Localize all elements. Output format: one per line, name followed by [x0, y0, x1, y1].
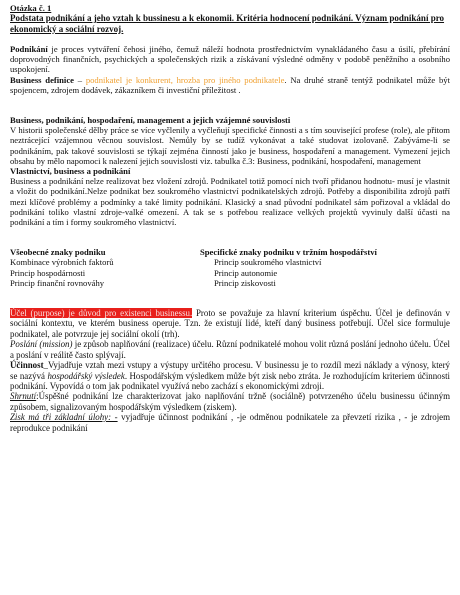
- zisk-term: Zisk má tři základní úlohy: -: [10, 412, 118, 423]
- section-business-text: V historii společenské dělby práce se více vyčlenily a vyčleňují specifické činnosti a s tím související profese (role), ale přitom neztrácející vzájemnou věcnou souvislost. Nemůly by se tudíž vykonávat a také studovat izolovaně. Zabýváme-li se podnikáním, pak takové souvislosti se týkají zejména činností jako je business, hospodaření a management. Vymezení jejich obsahu by mělo napomoci k nalezení jejich souvislosti viz. tabulka č.3: Business, podnikání, hospodaření, management: [10, 125, 450, 166]
- ucinnost-text-2: . Hospodářským výsledkem může být zisk nebo ztráta. Je rozhodujícím kriteriem účinnosti podnikání. Vypovídá o tom jak podnikatel využívá nebo zachází s ekonomickými zdroji.: [10, 370, 450, 391]
- shrnuti-term: Shrnutí: [10, 391, 37, 402]
- znaky-left-item: Princip finanční rovnováhy: [10, 277, 105, 288]
- zisk-text: vyjadřuje účinnost podnikání , -je odměnou podnikatele za převzetí rizika , - je zdrojem reprodukce podnikání: [10, 412, 450, 433]
- document-page: [10, 0, 450, 433]
- ucinnost-text-1: _Vyjadřuje vztah mezi vstupy a výstupy určitého procesu. V businessu je to rozdíl mezi náklady a výnosy, který se nazývá: [10, 360, 450, 381]
- ucinnost-paragraph: [10, 360, 450, 391]
- znaky-right-item: Princip autonomie: [214, 267, 278, 278]
- ucel-text: Proto se považuje za hlavní kriterium úspěchu. Účel je definován v sociální kontextu, ve kterém business operuje. Tzn. že existují lidé, kteří daný business potřebují. Účel sice formuluje podnikatel, ale potvrzuje jej sociální okolí (trh).: [10, 308, 450, 339]
- business-definition-text: . Na druhé straně tentýž podnikatel může být spojencem, zdrojem dodávek, zákazníkem či investiční příležitost .: [10, 74, 450, 95]
- section-business-heading: Business, podnikání, hospodaření, management a jejich vzájemné souvislosti: [10, 115, 291, 126]
- kriteria-section: [10, 308, 450, 433]
- znaky-right-item: Princip soukromého vlastnictví: [214, 257, 322, 268]
- ucel-highlight: Účel (purpose) je důvod pro existenci businessu.: [10, 308, 193, 319]
- poslani-text: je způsob naplňování (realizace) účelu. Různí podnikatelé mohou volit různá poslání jednoho účelu. Účel a poslání v reálitě často splývají.: [10, 339, 451, 360]
- zisk-paragraph: [10, 412, 450, 433]
- ucinnost-term: Účinnost: [10, 360, 44, 371]
- poslani-paragraph: [10, 339, 450, 360]
- podnikani-paragraph: [10, 44, 450, 75]
- poslani-term: Poslání (mission): [10, 339, 73, 350]
- question-number: Otázka č. 1: [10, 3, 52, 13]
- section-vlastnictvi-text: Business a podnikání nelze realizovat bez vložení zdrojů. Podnikatel totiž pomocí nich tvoří přidanou hodnotu- musí je vlastnit a vložit do podnikání.Nelze podnikat bez soukromého vlastnictví podnikatelských zdrojů. Potřeby a disponibilita zdrojů patří mezi klíčové problémy a podmínky a také limity podnikání. Klasický a snad původní podnikatel sám pořizoval a vkládal do podnikání toliko vlastní zdroje-valké omezení. A tak se s potřebou realizace velkých projektů vyvinuly další účasti na podnikání a tím i formy soukromého vlastnictví.: [10, 176, 450, 228]
- znaky-left-column: [10, 247, 200, 288]
- section-vlastnictvi-heading: Vlastnictví, business a podnikání: [10, 166, 131, 177]
- business-definition-highlight: podnikatel je konkurent, hrozba pro jiného podnikatele: [85, 74, 285, 85]
- ucel-paragraph: [10, 308, 450, 339]
- znaky-right-column: [200, 247, 450, 288]
- znaky-left-item: Kombinace výrobních faktorů: [10, 257, 114, 268]
- business-definition-term: Business definice: [10, 74, 74, 85]
- znaky-right-heading: Specifické znaky podniku v tržním hospodářství: [200, 247, 377, 258]
- znaky-right-item: Princip ziskovosti: [214, 277, 276, 288]
- znaky-left-heading: Všeobecné znaky podniku: [10, 247, 106, 258]
- ucinnost-italic: hospodářský výsledek: [47, 370, 125, 381]
- question-title: Podstata podnikání a jeho vztah k bussinesu a k ekonomii. Kritéria hodnocení podnikání. Význam podnikání pro ekonomický a sociální rozvoj.: [10, 13, 445, 34]
- business-definition-paragraph: [10, 75, 450, 95]
- business-definition-dash: –: [73, 74, 86, 85]
- znaky-table: [10, 247, 450, 288]
- shrnuti-paragraph: [10, 391, 450, 412]
- znaky-left-item: Princip hospodárnosti: [10, 267, 86, 278]
- podnikani-text: je proces vytváření čehosi jiného, čemuž náleží hodnota prostřednictvím vynakládaného času a úsilí, přebírání doprovodných finančních, psychických a společenských rizik a získávaní výsledné odměny v podobě peněžního a osobního uspokojení.: [10, 44, 450, 75]
- shrnuti-text: :Úspěšné podnikání lze charakterizovat jako naplňování tržně (sociálně) potvrzeného účelu businessu účinným způsobem, signalizovaným hospodářským výsledkem (ziskem).: [10, 391, 450, 412]
- podnikani-term: Podnikání: [10, 44, 48, 55]
